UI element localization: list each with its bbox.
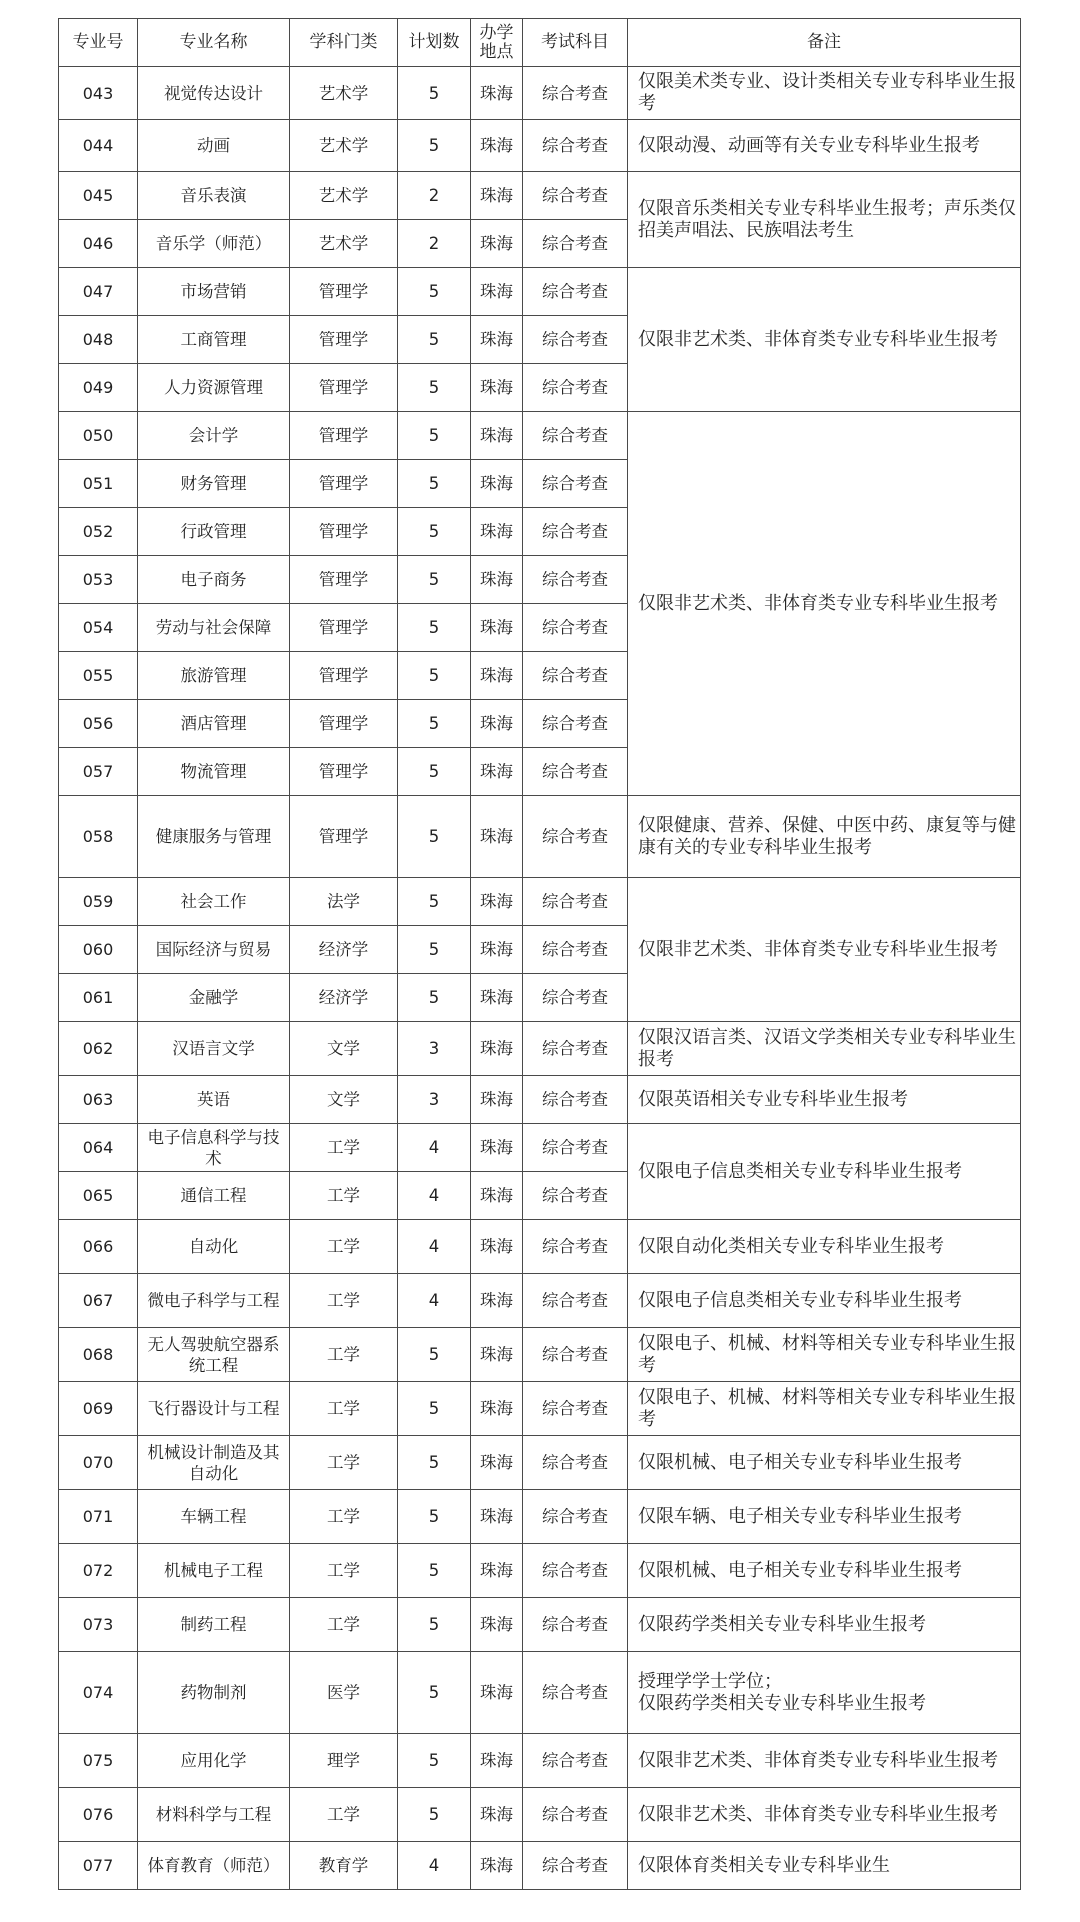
plan-cell: 2 (398, 172, 471, 220)
exam-cell: 综合考查 (523, 67, 628, 120)
plan-cell: 5 (398, 700, 471, 748)
name-cell: 车辆工程 (138, 1490, 290, 1544)
code-cell: 069 (59, 1382, 138, 1436)
name-cell: 通信工程 (138, 1172, 290, 1220)
category-cell: 工学 (290, 1124, 398, 1172)
code-cell: 058 (59, 796, 138, 878)
code-cell: 066 (59, 1220, 138, 1274)
location-cell: 珠海 (471, 316, 523, 364)
code-cell: 049 (59, 364, 138, 412)
location-cell: 珠海 (471, 1598, 523, 1652)
exam-cell: 综合考查 (523, 748, 628, 796)
table-row (59, 1598, 1021, 1652)
category-cell: 管理学 (290, 556, 398, 604)
header-location: 办学 地点 (471, 19, 523, 67)
plan-cell: 5 (398, 1436, 471, 1490)
exam-cell: 综合考查 (523, 1172, 628, 1220)
code-cell: 062 (59, 1022, 138, 1076)
table-row (59, 1274, 1021, 1328)
exam-cell: 综合考查 (523, 508, 628, 556)
category-cell: 经济学 (290, 974, 398, 1022)
location-cell: 珠海 (471, 1842, 523, 1890)
name-cell: 会计学 (138, 412, 290, 460)
code-cell: 067 (59, 1274, 138, 1328)
exam-cell: 综合考查 (523, 1328, 628, 1382)
category-cell: 艺术学 (290, 67, 398, 120)
exam-cell: 综合考查 (523, 878, 628, 926)
code-cell: 065 (59, 1172, 138, 1220)
exam-cell: 综合考查 (523, 700, 628, 748)
exam-cell: 综合考查 (523, 1842, 628, 1890)
location-cell: 珠海 (471, 412, 523, 460)
plan-cell: 4 (398, 1842, 471, 1890)
name-cell: 飞行器设计与工程 (138, 1382, 290, 1436)
code-cell: 056 (59, 700, 138, 748)
code-cell: 046 (59, 220, 138, 268)
name-cell: 汉语言文学 (138, 1022, 290, 1076)
category-cell: 管理学 (290, 604, 398, 652)
remark-cell: 授理学学士学位； 仅限药学类相关专业专科毕业生报考 (628, 1652, 1021, 1734)
exam-cell: 综合考查 (523, 460, 628, 508)
exam-cell: 综合考查 (523, 412, 628, 460)
name-cell: 材料科学与工程 (138, 1788, 290, 1842)
exam-cell: 综合考查 (523, 364, 628, 412)
plan-cell: 3 (398, 1076, 471, 1124)
name-cell: 电子信息科学与技术 (138, 1124, 290, 1172)
plan-cell: 5 (398, 412, 471, 460)
code-cell: 061 (59, 974, 138, 1022)
name-cell: 动画 (138, 120, 290, 172)
location-cell: 珠海 (471, 652, 523, 700)
location-cell: 珠海 (471, 1076, 523, 1124)
exam-cell: 综合考查 (523, 1788, 628, 1842)
location-cell: 珠海 (471, 796, 523, 878)
table-row (59, 878, 1021, 926)
location-cell: 珠海 (471, 556, 523, 604)
exam-cell: 综合考查 (523, 604, 628, 652)
name-cell: 微电子科学与工程 (138, 1274, 290, 1328)
location-cell: 珠海 (471, 220, 523, 268)
location-cell: 珠海 (471, 1328, 523, 1382)
name-cell: 酒店管理 (138, 700, 290, 748)
plan-cell: 5 (398, 748, 471, 796)
code-cell: 043 (59, 67, 138, 120)
category-cell: 经济学 (290, 926, 398, 974)
plan-cell: 5 (398, 974, 471, 1022)
code-cell: 052 (59, 508, 138, 556)
code-cell: 073 (59, 1598, 138, 1652)
exam-cell: 综合考查 (523, 796, 628, 878)
code-cell: 074 (59, 1652, 138, 1734)
code-cell: 047 (59, 268, 138, 316)
header-plan: 计划数 (398, 19, 471, 67)
code-cell: 045 (59, 172, 138, 220)
code-cell: 064 (59, 1124, 138, 1172)
header-code: 专业号 (59, 19, 138, 67)
plan-cell: 5 (398, 1382, 471, 1436)
name-cell: 工商管理 (138, 316, 290, 364)
header-exam: 考试科目 (523, 19, 628, 67)
exam-cell: 综合考查 (523, 1076, 628, 1124)
exam-cell: 综合考查 (523, 1598, 628, 1652)
plan-cell: 5 (398, 926, 471, 974)
plan-cell: 5 (398, 316, 471, 364)
plan-cell: 5 (398, 460, 471, 508)
code-cell: 044 (59, 120, 138, 172)
category-cell: 工学 (290, 1788, 398, 1842)
name-cell: 人力资源管理 (138, 364, 290, 412)
name-cell: 应用化学 (138, 1734, 290, 1788)
exam-cell: 综合考查 (523, 1652, 628, 1734)
code-cell: 053 (59, 556, 138, 604)
code-cell: 077 (59, 1842, 138, 1890)
table-row (59, 1734, 1021, 1788)
table-row (59, 1328, 1021, 1382)
remark-cell: 仅限电子、机械、材料等相关专业专科毕业生报考 (628, 1328, 1021, 1382)
header-name: 专业名称 (138, 19, 290, 67)
remark-cell: 仅限汉语言类、汉语文学类相关专业专科毕业生报考 (628, 1022, 1021, 1076)
header-category: 学科门类 (290, 19, 398, 67)
category-cell: 工学 (290, 1274, 398, 1328)
code-cell: 068 (59, 1328, 138, 1382)
name-cell: 物流管理 (138, 748, 290, 796)
remark-cell: 仅限电子信息类相关专业专科毕业生报考 (628, 1124, 1021, 1220)
exam-cell: 综合考查 (523, 316, 628, 364)
name-cell: 财务管理 (138, 460, 290, 508)
code-cell: 054 (59, 604, 138, 652)
table-row (59, 1382, 1021, 1436)
plan-cell: 4 (398, 1124, 471, 1172)
plan-cell: 5 (398, 268, 471, 316)
table-row (59, 1124, 1021, 1172)
name-cell: 国际经济与贸易 (138, 926, 290, 974)
remark-cell: 仅限音乐类相关专业专科毕业生报考；声乐类仅招美声唱法、民族唱法考生 (628, 172, 1021, 268)
location-cell: 珠海 (471, 1436, 523, 1490)
plan-cell: 5 (398, 364, 471, 412)
remark-cell: 仅限体育类相关专业专科毕业生 (628, 1842, 1021, 1890)
category-cell: 医学 (290, 1652, 398, 1734)
name-cell: 健康服务与管理 (138, 796, 290, 878)
location-cell: 珠海 (471, 1382, 523, 1436)
location-cell: 珠海 (471, 1124, 523, 1172)
remark-cell: 仅限机械、电子相关专业专科毕业生报考 (628, 1544, 1021, 1598)
plan-cell: 5 (398, 556, 471, 604)
exam-cell: 综合考查 (523, 926, 628, 974)
name-cell: 电子商务 (138, 556, 290, 604)
exam-cell: 综合考查 (523, 974, 628, 1022)
category-cell: 艺术学 (290, 120, 398, 172)
exam-cell: 综合考查 (523, 172, 628, 220)
name-cell: 市场营销 (138, 268, 290, 316)
code-cell: 051 (59, 460, 138, 508)
remark-cell: 仅限药学类相关专业专科毕业生报考 (628, 1598, 1021, 1652)
location-cell: 珠海 (471, 1172, 523, 1220)
category-cell: 管理学 (290, 364, 398, 412)
exam-cell: 综合考查 (523, 1544, 628, 1598)
category-cell: 工学 (290, 1172, 398, 1220)
plan-cell: 5 (398, 1598, 471, 1652)
name-cell: 音乐学（师范） (138, 220, 290, 268)
category-cell: 管理学 (290, 412, 398, 460)
plan-cell: 5 (398, 1328, 471, 1382)
table-row (59, 1436, 1021, 1490)
remark-cell: 仅限英语相关专业专科毕业生报考 (628, 1076, 1021, 1124)
location-cell: 珠海 (471, 1788, 523, 1842)
location-cell: 珠海 (471, 268, 523, 316)
plan-cell: 5 (398, 1788, 471, 1842)
remark-cell: 仅限健康、营养、保健、中医中药、康复等与健康有关的专业专科毕业生报考 (628, 796, 1021, 878)
remark-cell: 仅限非艺术类、非体育类专业专科毕业生报考 (628, 268, 1021, 412)
remark-cell: 仅限车辆、电子相关专业专科毕业生报考 (628, 1490, 1021, 1544)
location-cell: 珠海 (471, 604, 523, 652)
remark-cell: 仅限非艺术类、非体育类专业专科毕业生报考 (628, 1788, 1021, 1842)
remark-cell: 仅限动漫、动画等有关专业专科毕业生报考 (628, 120, 1021, 172)
plan-cell: 5 (398, 508, 471, 556)
table-row (59, 796, 1021, 878)
code-cell: 055 (59, 652, 138, 700)
category-cell: 工学 (290, 1328, 398, 1382)
location-cell: 珠海 (471, 1220, 523, 1274)
table-row (59, 1220, 1021, 1274)
name-cell: 劳动与社会保障 (138, 604, 290, 652)
location-cell: 珠海 (471, 172, 523, 220)
exam-cell: 综合考查 (523, 120, 628, 172)
category-cell: 管理学 (290, 268, 398, 316)
table-row (59, 412, 1021, 460)
exam-cell: 综合考查 (523, 220, 628, 268)
category-cell: 理学 (290, 1734, 398, 1788)
admissions-table (58, 18, 1021, 1890)
exam-cell: 综合考查 (523, 1124, 628, 1172)
name-cell: 社会工作 (138, 878, 290, 926)
name-cell: 英语 (138, 1076, 290, 1124)
category-cell: 管理学 (290, 460, 398, 508)
code-cell: 050 (59, 412, 138, 460)
name-cell: 视觉传达设计 (138, 67, 290, 120)
exam-cell: 综合考查 (523, 1274, 628, 1328)
name-cell: 机械电子工程 (138, 1544, 290, 1598)
code-cell: 075 (59, 1734, 138, 1788)
plan-cell: 5 (398, 652, 471, 700)
location-cell: 珠海 (471, 1544, 523, 1598)
category-cell: 法学 (290, 878, 398, 926)
code-cell: 071 (59, 1490, 138, 1544)
name-cell: 体育教育（师范） (138, 1842, 290, 1890)
code-cell: 057 (59, 748, 138, 796)
location-cell: 珠海 (471, 508, 523, 556)
plan-cell: 5 (398, 604, 471, 652)
table-container (58, 18, 1021, 1890)
plan-cell: 5 (398, 1490, 471, 1544)
code-cell: 059 (59, 878, 138, 926)
category-cell: 工学 (290, 1220, 398, 1274)
location-cell: 珠海 (471, 1652, 523, 1734)
code-cell: 070 (59, 1436, 138, 1490)
category-cell: 教育学 (290, 1842, 398, 1890)
exam-cell: 综合考查 (523, 1734, 628, 1788)
table-row (59, 268, 1021, 316)
plan-cell: 4 (398, 1172, 471, 1220)
exam-cell: 综合考查 (523, 1022, 628, 1076)
category-cell: 工学 (290, 1598, 398, 1652)
table-row (59, 172, 1021, 220)
location-cell: 珠海 (471, 748, 523, 796)
name-cell: 旅游管理 (138, 652, 290, 700)
plan-cell: 5 (398, 120, 471, 172)
code-cell: 076 (59, 1788, 138, 1842)
exam-cell: 综合考查 (523, 652, 628, 700)
exam-cell: 综合考查 (523, 1382, 628, 1436)
table-row (59, 1842, 1021, 1890)
code-cell: 060 (59, 926, 138, 974)
code-cell: 063 (59, 1076, 138, 1124)
exam-cell: 综合考查 (523, 556, 628, 604)
category-cell: 管理学 (290, 700, 398, 748)
table-row (59, 67, 1021, 120)
table-row (59, 120, 1021, 172)
location-cell: 珠海 (471, 364, 523, 412)
location-cell: 珠海 (471, 926, 523, 974)
location-cell: 珠海 (471, 700, 523, 748)
table-row (59, 1788, 1021, 1842)
name-cell: 机械设计制造及其自动化 (138, 1436, 290, 1490)
name-cell: 行政管理 (138, 508, 290, 556)
table-row (59, 1490, 1021, 1544)
remark-cell: 仅限非艺术类、非体育类专业专科毕业生报考 (628, 878, 1021, 1022)
table-row (59, 1544, 1021, 1598)
name-cell: 金融学 (138, 974, 290, 1022)
table-row (59, 1652, 1021, 1734)
exam-cell: 综合考查 (523, 268, 628, 316)
remark-cell: 仅限机械、电子相关专业专科毕业生报考 (628, 1436, 1021, 1490)
plan-cell: 5 (398, 67, 471, 120)
name-cell: 音乐表演 (138, 172, 290, 220)
category-cell: 艺术学 (290, 172, 398, 220)
category-cell: 管理学 (290, 748, 398, 796)
plan-cell: 2 (398, 220, 471, 268)
location-cell: 珠海 (471, 1274, 523, 1328)
category-cell: 工学 (290, 1544, 398, 1598)
name-cell: 自动化 (138, 1220, 290, 1274)
plan-cell: 4 (398, 1220, 471, 1274)
location-cell: 珠海 (471, 1490, 523, 1544)
category-cell: 工学 (290, 1490, 398, 1544)
name-cell: 无人驾驶航空器系统工程 (138, 1328, 290, 1382)
location-cell: 珠海 (471, 1022, 523, 1076)
exam-cell: 综合考查 (523, 1220, 628, 1274)
category-cell: 管理学 (290, 796, 398, 878)
location-cell: 珠海 (471, 67, 523, 120)
header-row (59, 19, 1021, 67)
name-cell: 制药工程 (138, 1598, 290, 1652)
category-cell: 工学 (290, 1436, 398, 1490)
plan-cell: 3 (398, 1022, 471, 1076)
category-cell: 管理学 (290, 508, 398, 556)
category-cell: 艺术学 (290, 220, 398, 268)
table-row (59, 1076, 1021, 1124)
code-cell: 072 (59, 1544, 138, 1598)
exam-cell: 综合考查 (523, 1490, 628, 1544)
location-cell: 珠海 (471, 460, 523, 508)
remark-cell: 仅限自动化类相关专业专科毕业生报考 (628, 1220, 1021, 1274)
category-cell: 文学 (290, 1076, 398, 1124)
remark-cell: 仅限电子信息类相关专业专科毕业生报考 (628, 1274, 1021, 1328)
location-cell: 珠海 (471, 878, 523, 926)
plan-cell: 5 (398, 878, 471, 926)
plan-cell: 5 (398, 1734, 471, 1788)
category-cell: 工学 (290, 1382, 398, 1436)
category-cell: 管理学 (290, 652, 398, 700)
header-remark: 备注 (628, 19, 1021, 67)
location-cell: 珠海 (471, 1734, 523, 1788)
plan-cell: 4 (398, 1274, 471, 1328)
remark-cell: 仅限美术类专业、设计类相关专业专科毕业生报考 (628, 67, 1021, 120)
plan-cell: 5 (398, 796, 471, 878)
code-cell: 048 (59, 316, 138, 364)
plan-cell: 5 (398, 1652, 471, 1734)
remark-cell: 仅限非艺术类、非体育类专业专科毕业生报考 (628, 1734, 1021, 1788)
category-cell: 管理学 (290, 316, 398, 364)
remark-cell: 仅限非艺术类、非体育类专业专科毕业生报考 (628, 412, 1021, 796)
name-cell: 药物制剂 (138, 1652, 290, 1734)
plan-cell: 5 (398, 1544, 471, 1598)
remark-cell: 仅限电子、机械、材料等相关专业专科毕业生报考 (628, 1382, 1021, 1436)
table-row (59, 1022, 1021, 1076)
category-cell: 文学 (290, 1022, 398, 1076)
location-cell: 珠海 (471, 120, 523, 172)
location-cell: 珠海 (471, 974, 523, 1022)
exam-cell: 综合考查 (523, 1436, 628, 1490)
